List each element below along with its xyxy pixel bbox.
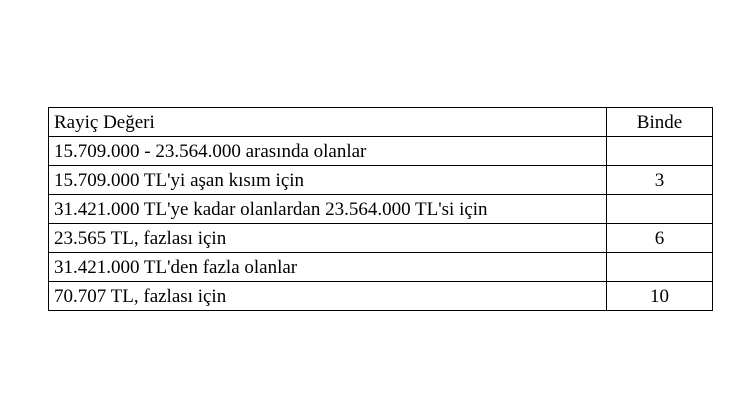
row-rate: 6 [607, 224, 713, 253]
table-row [49, 282, 713, 311]
row-rate [607, 137, 713, 166]
table-row [49, 195, 713, 224]
rate-table [48, 107, 713, 311]
row-description: 15.709.000 - 23.564.000 arasında olanlar [49, 137, 607, 166]
row-description: 31.421.000 TL'ye kadar olanlardan 23.564.000 TL'si için [49, 195, 607, 224]
table-row [49, 224, 713, 253]
row-description: 31.421.000 TL'den fazla olanlar [49, 253, 607, 282]
row-rate [607, 195, 713, 224]
table-row [49, 253, 713, 282]
row-rate: 3 [607, 166, 713, 195]
table-header-row [49, 108, 713, 137]
row-description: 70.707 TL, fazlası için [49, 282, 607, 311]
row-rate [607, 253, 713, 282]
table-row [49, 137, 713, 166]
header-rate-column: Binde [607, 108, 713, 137]
row-description: 15.709.000 TL'yi aşan kısım için [49, 166, 607, 195]
header-value-column: Rayiç Değeri [49, 108, 607, 137]
table-row [49, 166, 713, 195]
row-description: 23.565 TL, fazlası için [49, 224, 607, 253]
row-rate: 10 [607, 282, 713, 311]
